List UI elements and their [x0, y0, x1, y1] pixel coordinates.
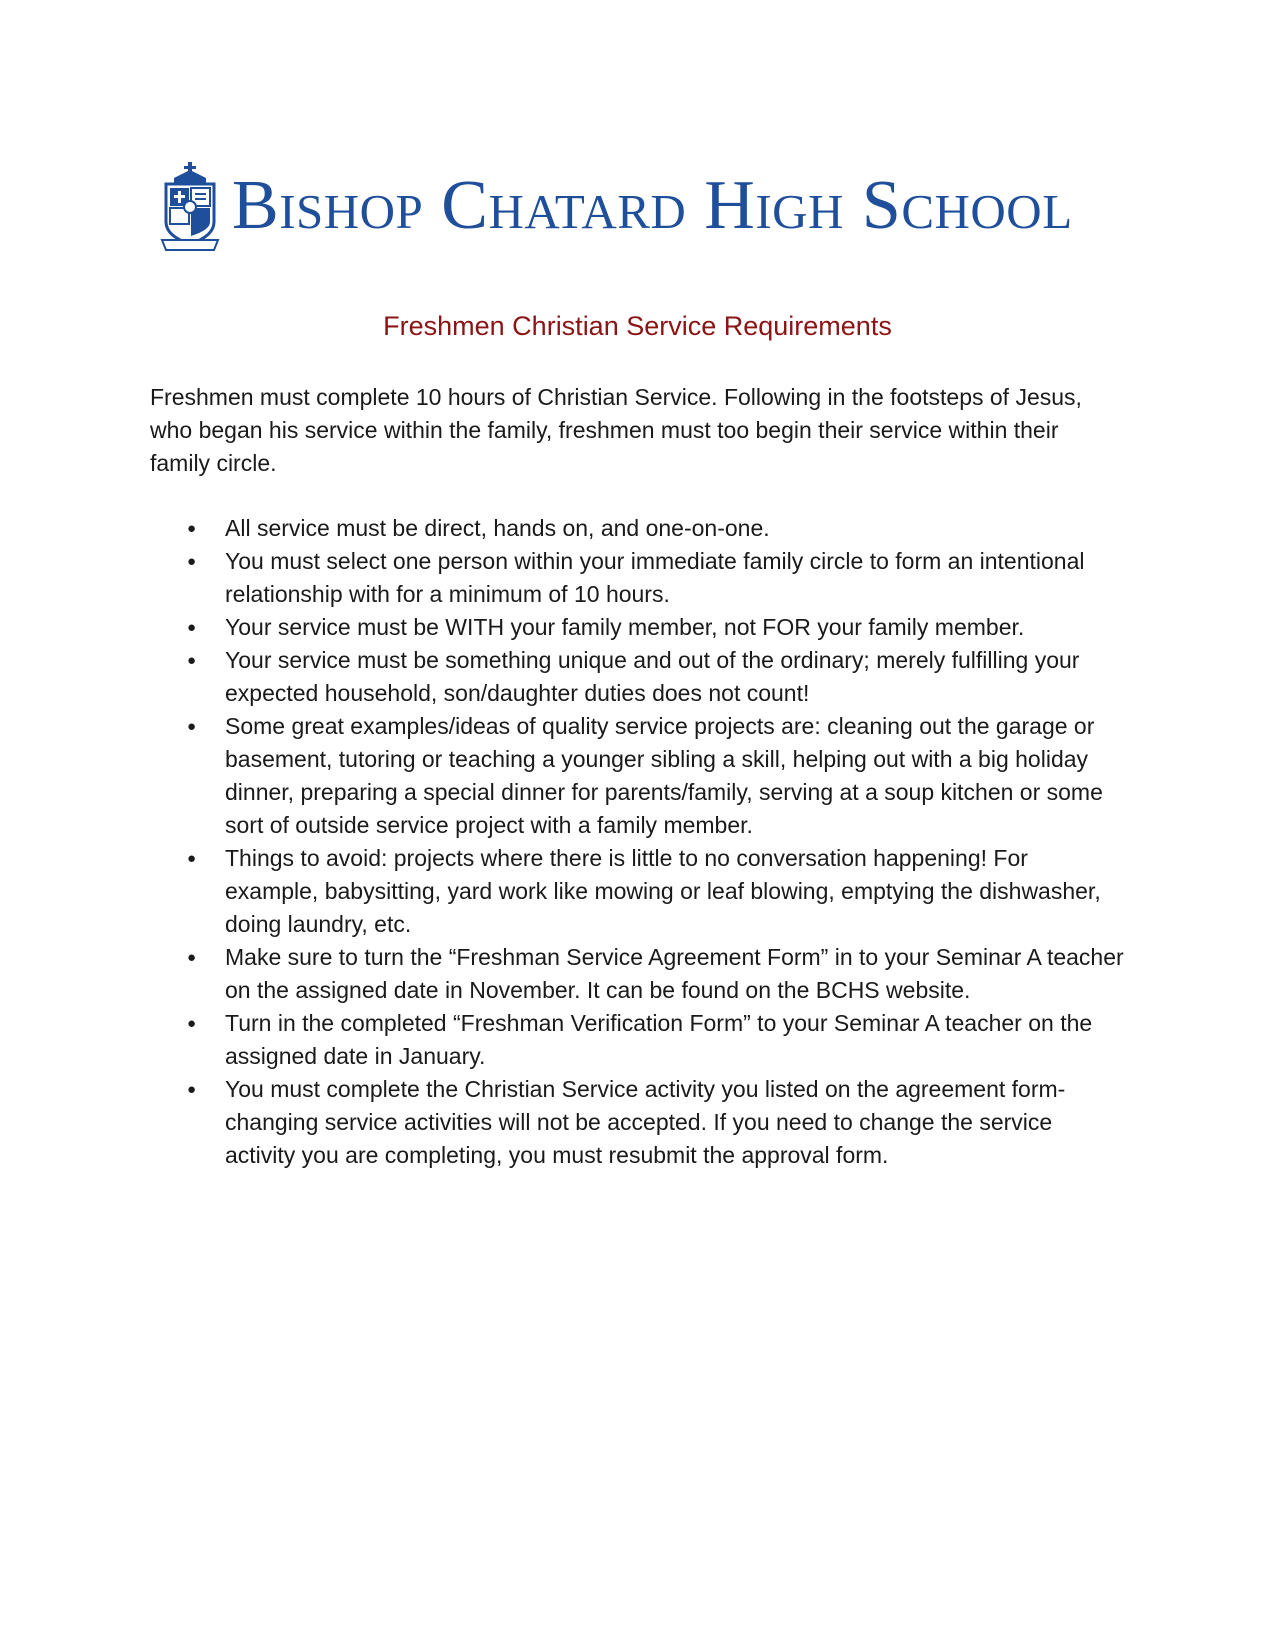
bullet-icon: ● [187, 652, 197, 669]
list-item [150, 1007, 1125, 1073]
bullet-icon: ● [187, 520, 197, 537]
bullet-icon: ● [187, 553, 197, 570]
school-name: Bishop Chatard High School [232, 167, 1073, 244]
bullet-icon: ● [187, 718, 197, 735]
list-item-text: You must complete the Christian Service activity you listed on the agreement form- changing service activities will not be accepted. If you need to change the service activity you are completing, you must resubmit the approval form. [225, 1076, 1066, 1168]
list-item [150, 1073, 1125, 1172]
list-item [150, 611, 1125, 644]
bullet-icon: ● [187, 850, 197, 867]
intro-paragraph: Freshmen must complete 10 hours of Christian Service. Following in the footsteps of Jesus, who began his service within the family, freshmen must too begin their service within their family circle. [150, 384, 1082, 476]
list-item [150, 710, 1125, 842]
bullet-icon: ● [187, 949, 197, 966]
list-item-text: Your service must be something unique and out of the ordinary; merely fulfilling your expected household, son/daughter duties does not count! [225, 647, 1080, 706]
school-header [160, 160, 1120, 252]
list-item-text: You must select one person within your immediate family circle to form an intentional relationship with for a minimum of 10 hours. [225, 548, 1085, 607]
school-crest-icon [160, 160, 220, 252]
list-item [150, 512, 1125, 545]
bullet-icon: ● [187, 619, 197, 636]
bullet-icon: ● [187, 1015, 197, 1032]
bullet-icon: ● [187, 1081, 197, 1098]
document-title: Freshmen Christian Service Requirements [383, 311, 892, 341]
list-item-text: Your service must be WITH your family member, not FOR your family member. [225, 614, 1025, 640]
list-item [150, 644, 1125, 710]
list-item [150, 545, 1125, 611]
list-item-text: Make sure to turn the “Freshman Service Agreement Form” in to your Seminar A teacher on the assigned date in November. It can be found on the BCHS website. [225, 944, 1124, 1003]
list-item [150, 842, 1125, 941]
list-item-text: Turn in the completed “Freshman Verification Form” to your Seminar A teacher on the assigned date in January. [225, 1010, 1093, 1069]
list-item-text: Some great examples/ideas of quality service projects are: cleaning out the garage or basement, tutoring or teaching a younger sibling a skill, helping out with a big holiday dinner, preparing a special dinner for parents/family, serving at a soup kitchen or some sort of outside service project with a family member. [225, 713, 1103, 838]
list-item-text: All service must be direct, hands on, and one-on-one. [225, 515, 770, 541]
requirements-list [150, 512, 1125, 1172]
list-item [150, 941, 1125, 1007]
list-item-text: Things to avoid: projects where there is little to no conversation happening! For example, babysitting, yard work like mowing or leaf blowing, emptying the dishwasher, doing laundry, etc. [225, 845, 1101, 937]
